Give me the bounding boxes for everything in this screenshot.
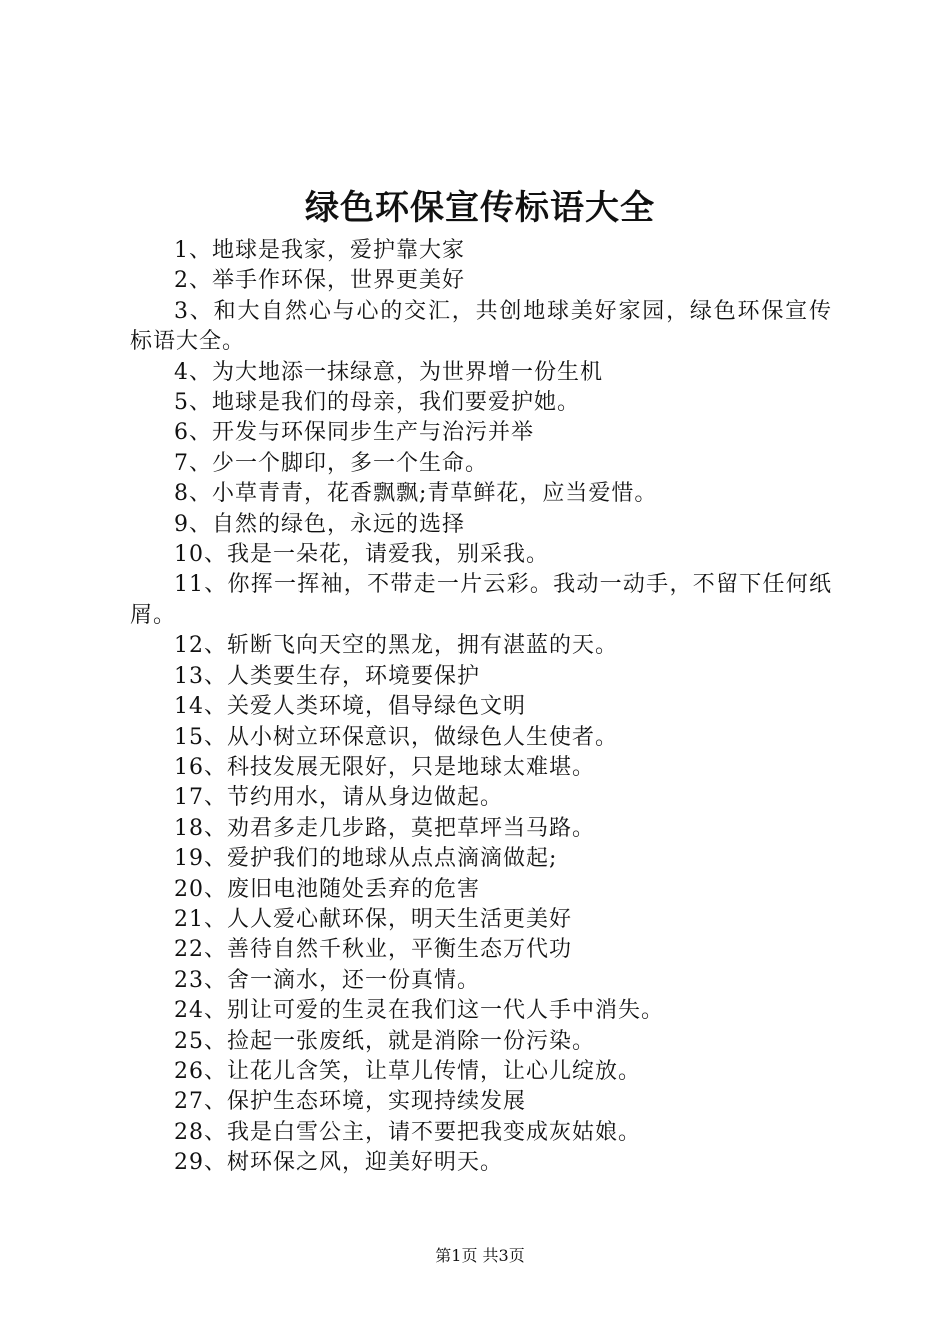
- slogan-item: 16、科技发展无限好，只是地球太难堪。: [174, 754, 595, 780]
- slogan-item: 5、地球是我们的母亲，我们要爱护她。: [174, 390, 580, 416]
- slogan-item: 12、斩断飞向天空的黑龙，拥有湛蓝的天。: [174, 633, 618, 659]
- slogan-list: [130, 236, 832, 1179]
- slogan-item: 1、地球是我家，爱护靠大家: [174, 238, 465, 263]
- slogan-item: 2、举手作环保，世界更美好: [174, 268, 465, 294]
- slogan-item: 9、自然的绿色，永远的选择: [174, 511, 465, 537]
- slogan-item: 6、开发与环保同步生产与治污并举: [174, 420, 534, 446]
- slogan-item: 28、我是白雪公主，请不要把我变成灰姑娘。: [174, 1119, 641, 1145]
- slogan-item: 24、别让可爱的生灵在我们这一代人手中消失。: [174, 998, 664, 1024]
- page-footer: 第1页 共3页: [435, 1246, 525, 1265]
- slogan-item: 23、舍一滴水，还一份真情。: [174, 967, 480, 993]
- slogan-item: 18、劝君多走几步路，莫把草坪当马路。: [174, 815, 595, 841]
- slogan-item: 19、爱护我们的地球从点点滴滴做起;: [174, 846, 558, 872]
- slogan-item: 22、善待自然千秋业，平衡生态万代功: [174, 937, 572, 963]
- document-title: 绿色环保宣传标语大全: [305, 188, 655, 228]
- slogan-item: 10、我是一朵花，请爱我，别采我。: [174, 542, 549, 568]
- slogan-item: 21、人人爱心献环保，明天生活更美好: [174, 906, 572, 932]
- slogan-item: 20、废旧电池随处丢弃的危害: [174, 876, 480, 902]
- slogan-item: 7、少一个脚印，多一个生命。: [174, 450, 488, 476]
- slogan-item: 3、和大自然心与心的交汇，共创地球美好家园，绿色环保宣传标语大全。: [130, 298, 832, 355]
- slogan-item: 15、从小树立环保意识，做绿色人生使者。: [174, 724, 618, 750]
- slogan-item: 13、人类要生存，环境要保护: [174, 663, 480, 689]
- slogan-item: 26、让花儿含笑，让草儿传情，让心儿绽放。: [174, 1058, 641, 1084]
- slogan-item: 17、节约用水，请从身边做起。: [174, 785, 503, 811]
- slogan-item: 25、捡起一张废纸，就是消除一份污染。: [174, 1028, 595, 1054]
- slogan-item: 29、树环保之风，迎美好明天。: [174, 1150, 503, 1176]
- slogan-item: 27、保护生态环境，实现持续发展: [174, 1089, 526, 1115]
- slogan-item: 14、关爱人类环境，倡导绿色文明: [174, 694, 526, 720]
- slogan-item: 8、小草青青，花香飘飘;青草鲜花，应当爱惜。: [174, 481, 658, 507]
- slogan-item: 4、为大地添一抹绿意，为世界增一份生机: [174, 359, 603, 385]
- slogan-item: 11、你挥一挥袖，不带走一片云彩。我动一动手，不留下任何纸屑。: [130, 572, 832, 628]
